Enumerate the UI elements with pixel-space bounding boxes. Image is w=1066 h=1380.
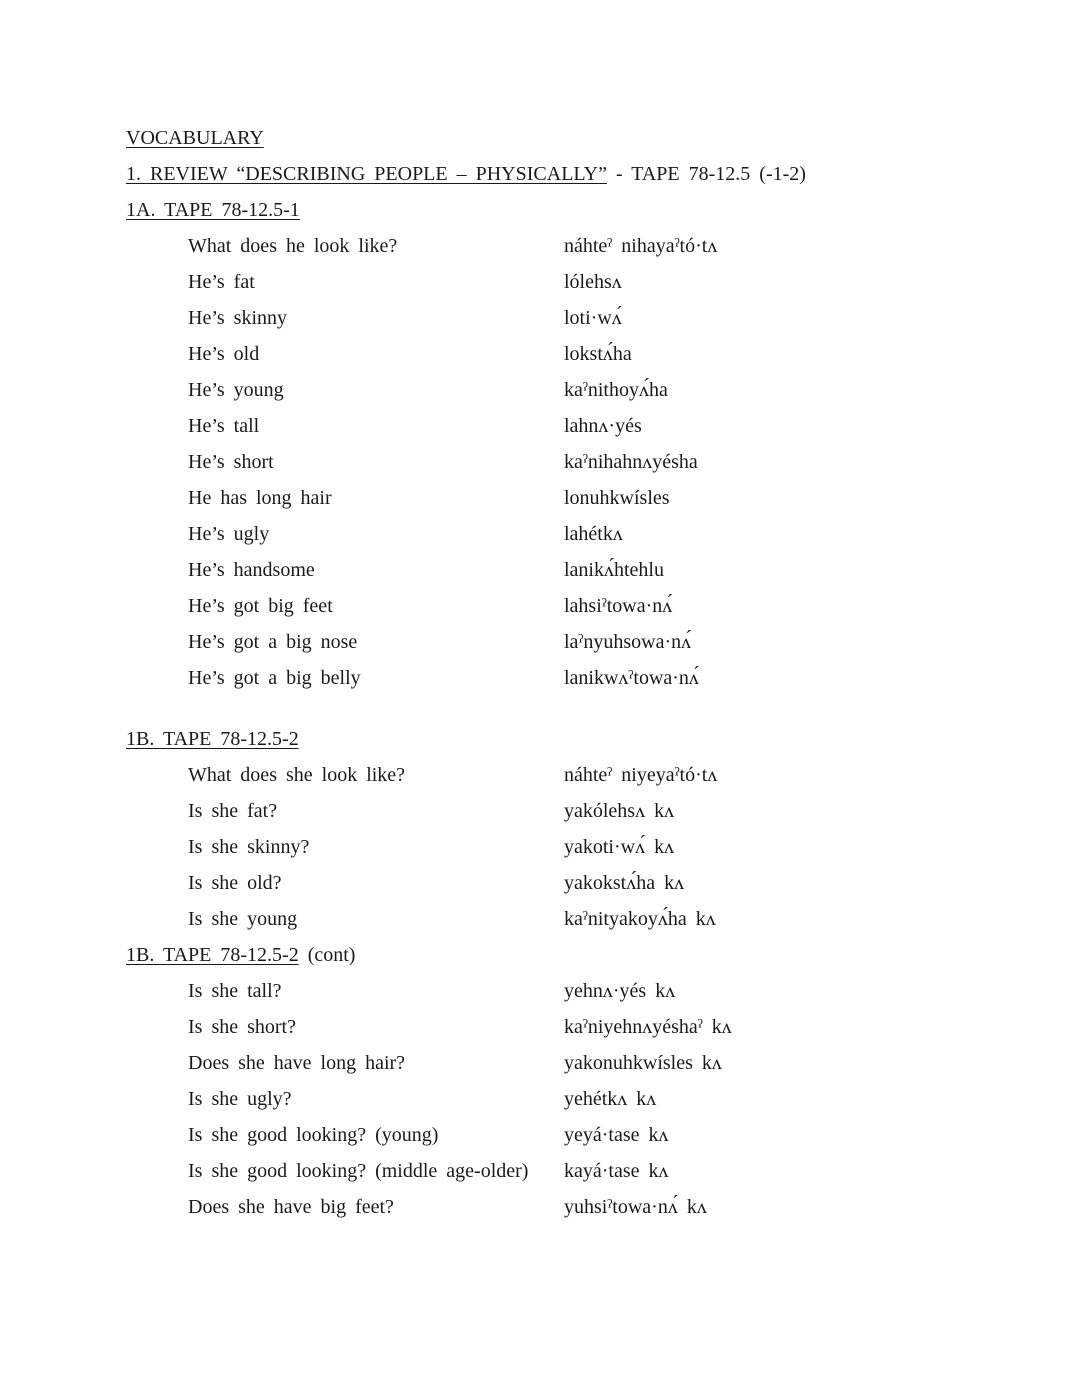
vocab-english: What does he look like?: [188, 235, 398, 257]
vocab-english: He’s ugly: [188, 523, 270, 545]
vocab-english: Is she short?: [188, 1016, 296, 1038]
vocab-mohawk: lahétkʌ: [564, 523, 623, 545]
section-1-heading-title: 1. REVIEW “DESCRIBING PEOPLE – PHYSICALLY”: [126, 163, 607, 185]
section-1a-heading: 1A. TAPE 78-12.5-1: [126, 199, 300, 221]
vocab-mohawk: yakoti·wʌ́ kʌ: [564, 836, 675, 858]
vocab-english: He’s got a big belly: [188, 667, 361, 689]
page-title: VOCABULARY: [126, 127, 264, 149]
vocab-mohawk: kaˀnithoyʌ́ha: [564, 379, 668, 401]
vocab-mohawk: yehétkʌ kʌ: [564, 1088, 657, 1110]
vocab-english: He’s skinny: [188, 307, 287, 329]
vocab-mohawk: lokstʌ́ha: [564, 343, 632, 365]
vocab-mohawk: yakokstʌ́ha kʌ: [564, 872, 685, 894]
vocab-mohawk: náhteˀ nihayaˀtó·tʌ: [564, 235, 718, 257]
vocab-english: He’s got a big nose: [188, 631, 358, 653]
vocab-mohawk: lonuhkwísles: [564, 487, 670, 509]
vocab-english: He’s fat: [188, 271, 255, 293]
vocab-mohawk: kaˀniyehnʌyéshaˀ kʌ: [564, 1016, 732, 1038]
vocab-mohawk: yeyá·tase kʌ: [564, 1124, 669, 1146]
vocab-mohawk: lanikwʌˀtowa·nʌ́: [564, 667, 699, 689]
vocab-mohawk: yehnʌ·yés kʌ: [564, 980, 676, 1002]
vocab-mohawk: laˀnyuhsowa·nʌ́: [564, 631, 692, 653]
vocab-mohawk: kaˀnityakoyʌ́ha kʌ: [564, 908, 716, 930]
vocab-mohawk: yuhsiˀtowa·nʌ́ kʌ: [564, 1196, 707, 1218]
vocab-english: Is she old?: [188, 872, 282, 894]
vocab-english: He’s got big feet: [188, 595, 333, 617]
vocab-mohawk: lanikʌ́htehlu: [564, 559, 664, 581]
section-1b-cont-heading-title: 1B. TAPE 78-12.5-2: [126, 944, 299, 966]
vocab-english: He’s young: [188, 379, 284, 401]
vocab-mohawk: lahsiˀtowa·nʌ́: [564, 595, 673, 617]
vocab-mohawk: loti·wʌ́: [564, 307, 622, 329]
vocab-english: He’s tall: [188, 415, 260, 437]
vocab-english: What does she look like?: [188, 764, 406, 786]
vocab-english: Is she skinny?: [188, 836, 310, 858]
vocab-english: Is she ugly?: [188, 1088, 292, 1110]
vocab-english: Is she good looking? (middle age-older): [188, 1160, 529, 1182]
vocab-english: Is she young: [188, 908, 298, 930]
vocab-english: Is she fat?: [188, 800, 278, 822]
vocab-english: Does she have big feet?: [188, 1196, 394, 1218]
vocab-english: He’s handsome: [188, 559, 315, 581]
vocab-english: He’s short: [188, 451, 274, 473]
section-1b-cont-suffix: (cont): [298, 944, 356, 966]
vocab-mohawk: yakólehsʌ kʌ: [564, 800, 675, 822]
section-1b-cont-heading: [126, 943, 355, 967]
vocab-mohawk: kayá·tase kʌ: [564, 1160, 669, 1182]
vocab-english: Is she good looking? (young): [188, 1124, 439, 1146]
vocab-english: Does she have long hair?: [188, 1052, 406, 1074]
vocab-english: He has long hair: [188, 487, 332, 509]
vocab-mohawk: kaˀnihahnʌyésha: [564, 451, 698, 473]
section-1-heading: [126, 162, 806, 186]
section-1b-heading: 1B. TAPE 78-12.5-2: [126, 728, 299, 750]
vocab-english: He’s old: [188, 343, 260, 365]
section-1-heading-tape: - TAPE 78-12.5 (-1-2): [606, 163, 806, 185]
vocab-mohawk: lahnʌ·yés: [564, 415, 642, 437]
vocab-english: Is she tall?: [188, 980, 282, 1002]
vocab-mohawk: náhteˀ niyeyaˀtó·tʌ: [564, 764, 718, 786]
vocab-mohawk: yakonuhkwísles kʌ: [564, 1052, 722, 1074]
vocab-mohawk: lólehsʌ: [564, 271, 622, 293]
